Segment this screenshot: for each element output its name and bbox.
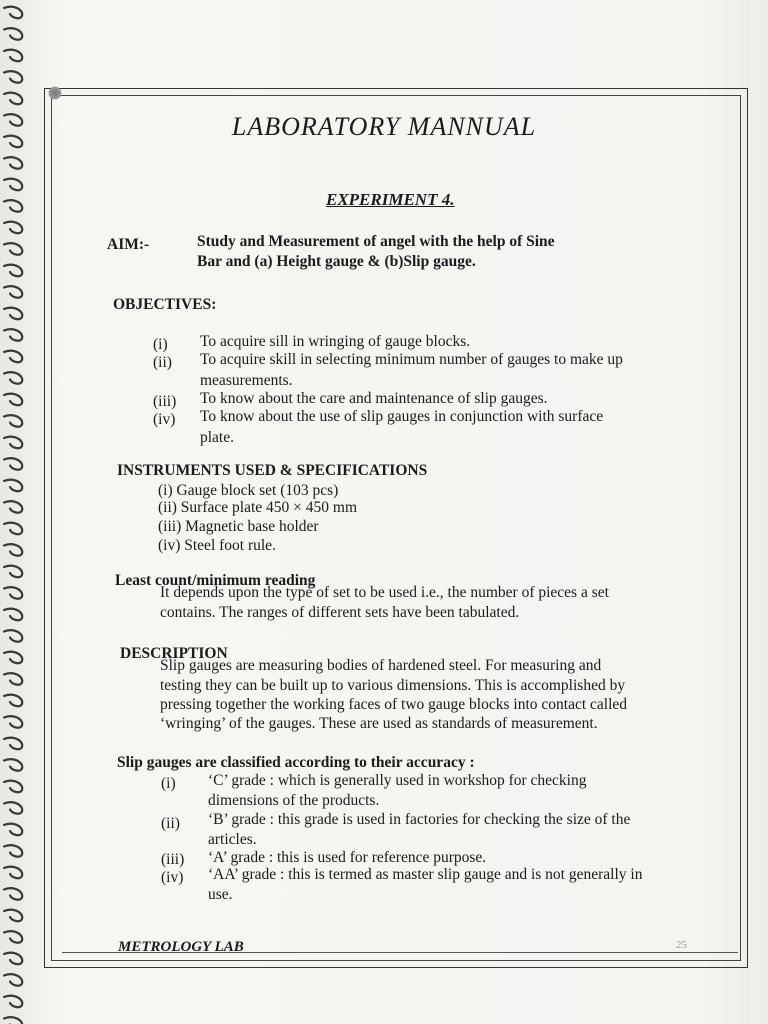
grade-text-cont: articles. [208, 831, 257, 848]
spiral-coil [4, 480, 22, 491]
objective-text: To know about the use of slip gauges in conjunction with surface [200, 408, 604, 425]
grade-text: ‘C’ grade : which is generally used in workshop for checking [208, 772, 587, 789]
spiral-coil [4, 953, 22, 964]
classification-heading: Slip gauges are classified according to their accuracy : [117, 754, 475, 771]
page-number: 25 [676, 939, 687, 951]
spiral-coil [4, 544, 22, 555]
objective-text: To know about the care and maintenance of slip gauges. [200, 390, 548, 407]
spiral-coil [4, 888, 22, 899]
spiral-coil [4, 415, 22, 426]
spiral-coil [4, 716, 22, 727]
description-line: testing they can be built up to various dimensions. This is accomplished by [160, 677, 626, 694]
grade-text-cont: dimensions of the products. [208, 792, 380, 809]
spiral-coil [4, 781, 22, 792]
spiral-coil [4, 28, 22, 39]
description-line: pressing together the working faces of two gauge blocks into contact called [160, 696, 628, 713]
instrument-item: (iv) Steel foot rule. [158, 537, 276, 554]
grade-text: ‘AA’ grade : this is termed as master slip gauge and is not generally in [208, 866, 643, 883]
spiral-coil [4, 587, 22, 598]
grade-num: (i) [161, 775, 176, 792]
spiral-coil [4, 50, 22, 61]
spiral-coil [4, 974, 22, 985]
spiral-coil [4, 308, 22, 319]
grade-num: (ii) [161, 815, 180, 832]
objective-text-cont: measurements. [200, 372, 293, 389]
least-count-text-line1: It depends upon the type of set to be used i.e., the number of pieces a set [160, 584, 609, 601]
spiral-coil [4, 351, 22, 362]
footer-divider [62, 952, 738, 953]
description-heading: DESCRIPTION [120, 645, 228, 662]
spiral-coil [4, 394, 22, 405]
punch-hole [48, 86, 62, 100]
instrument-item: (iii) Magnetic base holder [158, 518, 319, 535]
objective-text: To acquire skill in selecting minimum number of gauges to make up [200, 351, 623, 368]
spiral-coil [4, 372, 22, 383]
objective-num: (ii) [153, 354, 172, 371]
aim-text-line1: Study and Measurement of angel with the help of Sine [197, 233, 555, 250]
spiral-coil [4, 824, 22, 835]
spiral-coil [4, 437, 22, 448]
spiral-coil [4, 7, 22, 18]
objective-num: (iv) [153, 411, 176, 428]
spiral-coil [4, 179, 22, 190]
spiral-coil [4, 759, 22, 770]
least-count-heading: Least count/minimum reading [115, 572, 316, 589]
footer-lab-name: METROLOGY LAB [118, 939, 244, 955]
spiral-coil [4, 1017, 22, 1024]
spiral-coil [4, 996, 22, 1007]
objective-text-cont: plate. [200, 429, 234, 446]
page-title: LABORATORY MANNUAL [231, 112, 537, 141]
description-line: Slip gauges are measuring bodies of hardened steel. For measuring and [160, 657, 602, 674]
spiral-coil [4, 286, 22, 297]
spiral-coil [4, 222, 22, 233]
instrument-item: (i) Gauge block set (103 pcs) [158, 482, 339, 499]
instruments-heading: INSTRUMENTS USED & SPECIFICATIONS [117, 462, 428, 479]
objective-num: (iii) [153, 393, 177, 410]
spiral-coil [4, 609, 22, 620]
spiral-coil [4, 910, 22, 921]
spiral-coil [4, 501, 22, 512]
spiral-coil [4, 931, 22, 942]
spiral-coil [4, 265, 22, 276]
spiral-coil [4, 845, 22, 856]
grade-text: ‘B’ grade : this grade is used in factories for checking the size of the [208, 811, 631, 828]
spiral-coil [4, 673, 22, 684]
spiral-coil [4, 566, 22, 577]
grade-text-cont: use. [208, 886, 233, 903]
aim-label: AIM:- [107, 236, 150, 253]
spiral-coil [4, 200, 22, 211]
spiral-coil [4, 93, 22, 104]
objectives-heading: OBJECTIVES: [113, 296, 217, 313]
experiment-number: EXPERIMENT 4. [326, 190, 455, 209]
grade-text: ‘A’ grade : this is used for reference purpose. [208, 849, 487, 866]
spiral-coil [4, 329, 22, 340]
spiral-coil [4, 630, 22, 641]
spiral-binding [0, 0, 36, 1024]
spiral-coil [4, 523, 22, 534]
spiral-coil [4, 157, 22, 168]
objective-num: (i) [153, 336, 168, 353]
spiral-coil [4, 652, 22, 663]
instrument-item: (ii) Surface plate 450 × 450 mm [158, 499, 357, 516]
objective-text: To acquire sill in wringing of gauge blocks. [200, 333, 471, 350]
description-line: ‘wringing’ of the gauges. These are used as standards of measurement. [160, 715, 598, 732]
spiral-coil [4, 802, 22, 813]
spiral-coil [4, 71, 22, 82]
grade-num: (iii) [161, 851, 185, 868]
aim-text-line2: Bar and (a) Height gauge & (b)Slip gauge. [197, 253, 476, 270]
spiral-coil [4, 458, 22, 469]
spiral-coil [4, 695, 22, 706]
least-count-text-line2: contains. The ranges of different sets have been tabulated. [160, 604, 520, 621]
spiral-coil [4, 243, 22, 254]
spiral-coil [4, 738, 22, 749]
grade-num: (iv) [161, 869, 184, 886]
page-border-inner [51, 95, 741, 961]
spiral-coil [4, 867, 22, 878]
